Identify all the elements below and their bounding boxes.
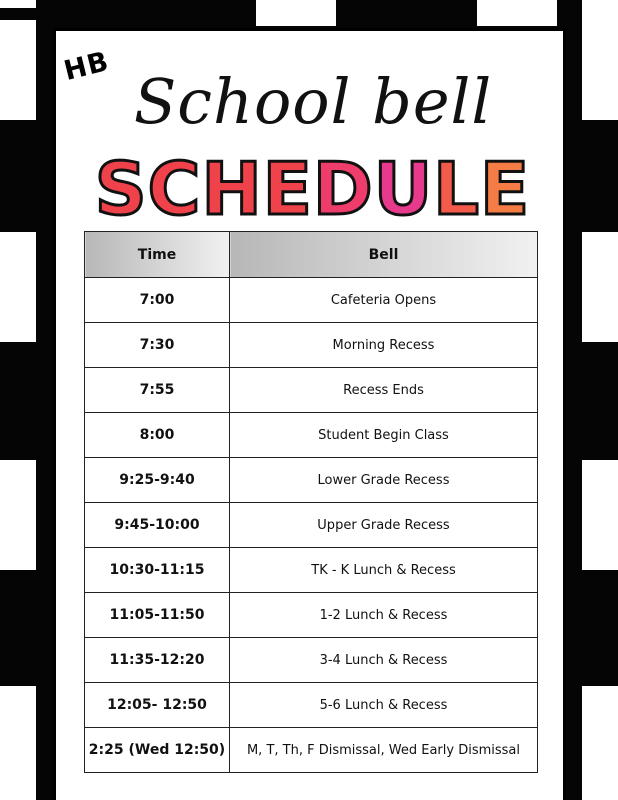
- title-letter: E: [480, 147, 531, 231]
- time-cell: 10:30-11:15: [85, 548, 230, 593]
- bell-cell: Cafeteria Opens: [230, 278, 538, 323]
- bell-cell: TK - K Lunch & Recess: [230, 548, 538, 593]
- time-cell: 8:00: [85, 413, 230, 458]
- title-script: School bell: [133, 65, 493, 138]
- table-row: [85, 368, 538, 413]
- table-row: [85, 728, 538, 773]
- bell-cell: 5-6 Lunch & Recess: [230, 683, 538, 728]
- title-letter: D: [312, 147, 374, 231]
- table-row: [85, 683, 538, 728]
- title-schedule: [56, 147, 569, 231]
- time-cell: 9:45-10:00: [85, 503, 230, 548]
- bell-cell: Lower Grade Recess: [230, 458, 538, 503]
- stripe-tile: [0, 232, 36, 342]
- stripe-tile: [256, 0, 336, 26]
- time-cell: 7:55: [85, 368, 230, 413]
- time-cell: 12:05- 12:50: [85, 683, 230, 728]
- stripe-tile: [582, 460, 618, 570]
- stripe-tile: [0, 686, 36, 800]
- title-letter: U: [373, 147, 434, 231]
- bell-cell: M, T, Th, F Dismissal, Wed Early Dismissal: [230, 728, 538, 773]
- bell-cell: Upper Grade Recess: [230, 503, 538, 548]
- hb-badge: HB: [60, 45, 113, 88]
- header-time: Time: [85, 232, 230, 278]
- stripe-tile: [582, 232, 618, 342]
- title-letter: C: [147, 147, 202, 231]
- stripe-tile: [582, 686, 618, 800]
- bell-cell: Student Begin Class: [230, 413, 538, 458]
- stripe-tile: [0, 0, 36, 8]
- table-row: [85, 593, 538, 638]
- table-row: [85, 278, 538, 323]
- title-letter: L: [433, 147, 481, 231]
- table-row: [85, 638, 538, 683]
- title-letter: S: [94, 147, 148, 231]
- table-row: [85, 548, 538, 593]
- table-row: [85, 413, 538, 458]
- title-letter: H: [201, 147, 263, 231]
- stripe-tile: [477, 0, 557, 26]
- bell-cell: Recess Ends: [230, 368, 538, 413]
- header-bell: Bell: [230, 232, 538, 278]
- time-cell: 11:35-12:20: [85, 638, 230, 683]
- time-cell: 11:05-11:50: [85, 593, 230, 638]
- bell-cell: 1-2 Lunch & Recess: [230, 593, 538, 638]
- time-cell: 7:30: [85, 323, 230, 368]
- bell-cell: 3-4 Lunch & Recess: [230, 638, 538, 683]
- time-cell: 7:00: [85, 278, 230, 323]
- time-cell: 9:25-9:40: [85, 458, 230, 503]
- time-cell: 2:25 (Wed 12:50): [85, 728, 230, 773]
- schedule-card: [53, 28, 566, 800]
- schedule-table: [84, 231, 538, 773]
- stripe-tile: [0, 20, 36, 120]
- title-letter: E: [262, 147, 313, 231]
- stripe-tile: [0, 460, 36, 570]
- table-header-row: [85, 232, 538, 278]
- table-row: [85, 323, 538, 368]
- table-row: [85, 458, 538, 503]
- stripe-tile: [582, 0, 618, 120]
- bell-cell: Morning Recess: [230, 323, 538, 368]
- table-row: [85, 503, 538, 548]
